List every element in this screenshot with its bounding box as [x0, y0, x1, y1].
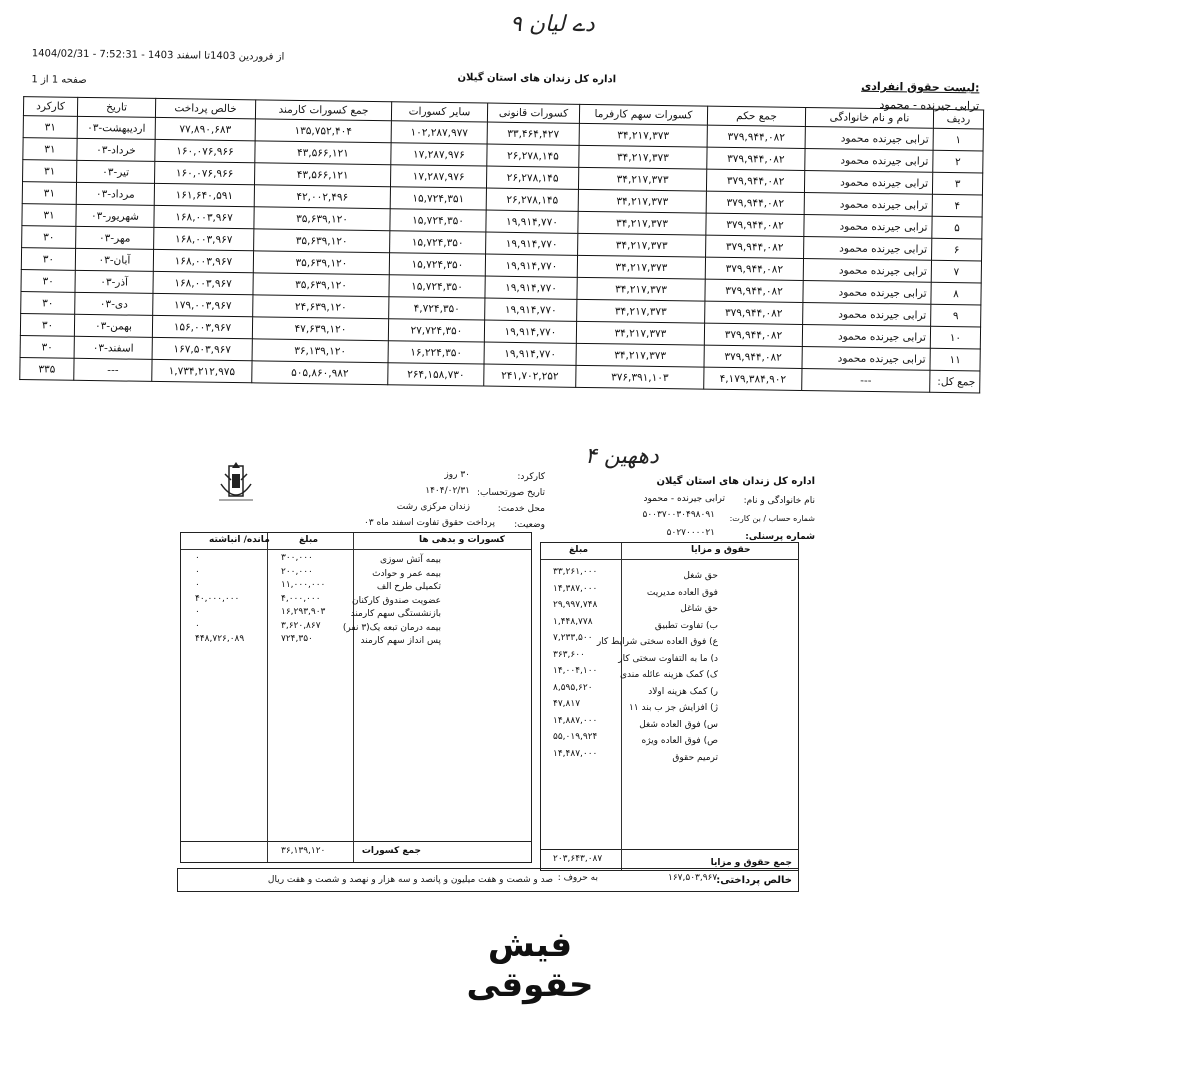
table-cell: ۳۴,۲۱۷,۳۷۳: [579, 145, 707, 169]
earning-label: ب) تفاوت تطبیق: [654, 620, 718, 631]
table-cell: ترابی جیرنده محمود: [803, 258, 931, 282]
office-name: اداره کل زندان های استان گیلان: [457, 72, 617, 86]
earning-label: س) فوق العاده شغل: [639, 719, 718, 730]
deduction-amount: ۷۲۴,۳۵۰: [281, 634, 313, 644]
table-cell: ۳۴,۲۱۷,۳۷۳: [576, 343, 704, 367]
table-cell: ۱: [933, 128, 983, 151]
total-deductions-label: جمع کسورات: [361, 846, 421, 856]
earning-label: ع) فوق العاده سختی شرایط کار: [596, 637, 718, 647]
col-header: جمع کسورات کارمند: [255, 100, 391, 121]
deduction-balance: ۰: [195, 566, 200, 577]
col-header: کسورات قانونی: [487, 103, 579, 123]
work-label: کارکرد:: [517, 472, 545, 482]
table-cell: ۳۷۹,۹۴۴,۰۸۲: [707, 125, 805, 148]
table-cell: ۳: [932, 172, 982, 195]
table-cell: ۱۶,۲۲۴,۳۵۰: [388, 341, 484, 364]
table-cell: ۳۴,۲۱۷,۳۷۳: [577, 255, 705, 279]
table-cell: مرداد-۰۳: [76, 182, 154, 205]
table-cell: ۱۶۰,۰۷۶,۹۶۶: [155, 139, 255, 162]
earning-amount: ۳۳,۲۶۱,۰۰۰: [553, 567, 598, 577]
earning-amount: ۱۴,۴۸۷,۰۰۰: [553, 748, 598, 759]
table-cell: تیر-۰۳: [77, 160, 155, 183]
deduction-balance: ۰: [195, 607, 200, 617]
slip-office-name: اداره کل زندان های استان گیلان: [656, 476, 815, 487]
table-cell: ترابی جیرنده محمود: [804, 214, 932, 238]
table-cell: ۱۵,۷۲۴,۳۵۰: [389, 253, 485, 276]
report-datetime: 1404/02/31 - 7:52:31 - از فروردین 1403تا اسفند 1403: [31, 48, 285, 63]
table-cell: ۳۰: [21, 248, 75, 271]
table-cell: ۲۴۱,۷۰۲,۲۵۲: [484, 364, 576, 387]
table-cell: ترابی جیرنده محمود: [805, 127, 933, 151]
table-cell: ترابی جیرنده محمود: [802, 324, 930, 348]
name-label: نام خانوادگی و نام:: [743, 496, 815, 506]
table-cell: ۳۶,۱۳۹,۱۲۰: [252, 339, 388, 363]
table-cell: ۲۶,۲۷۸,۱۴۵: [486, 188, 578, 211]
deduction-label: بیمه آتش سوزی: [379, 555, 441, 565]
deduction-amount: ۴,۰۰۰,۰۰۰: [281, 593, 321, 604]
earning-label: حق شغل: [683, 571, 718, 581]
table-cell: ۶: [932, 238, 982, 261]
table-cell: ۱۹,۹۱۴,۷۷۰: [485, 254, 577, 277]
table-cell: ۴۷,۶۳۹,۱۲۰: [252, 317, 388, 341]
deduction-label: عضویت صندوق کارکنان: [351, 595, 441, 606]
table-cell: ۵۰۵,۸۶۰,۹۸۲: [252, 361, 388, 385]
table-cell: ۱۶۸,۰۰۳,۹۶۷: [154, 205, 254, 228]
earning-amount: ۱,۴۴۸,۷۷۸: [553, 616, 593, 627]
table-cell: ۳۴,۲۱۷,۳۷۳: [578, 233, 706, 257]
earning-amount: ۷,۲۳۳,۵۰۰: [553, 633, 593, 643]
table-cell: ۱۷,۲۸۷,۹۷۶: [390, 165, 486, 188]
table-cell: ۱۶۷,۵۰۳,۹۶۷: [152, 337, 252, 360]
table-cell: ۳۷۹,۹۴۴,۰۸۲: [706, 213, 804, 236]
table-cell: ۴,۱۷۹,۳۸۴,۹۰۲: [704, 367, 802, 390]
table-cell: ۳۴,۲۱۷,۳۷۳: [578, 167, 706, 191]
table-cell: ۳۷۹,۹۴۴,۰۸۲: [704, 323, 802, 346]
earning-label: ک) کمک هزینه عائله مندی: [619, 670, 718, 680]
deduction-label: پس انداز سهم کارمند: [360, 636, 441, 646]
table-cell: ۴: [932, 194, 982, 217]
table-cell: ترابی جیرنده محمود: [803, 280, 931, 304]
deduction-balance: ۰: [195, 553, 200, 563]
earning-label: د) ما به التفاوت سختی کار: [618, 653, 718, 664]
table-cell: ۱۳۵,۷۵۲,۴۰۴: [255, 119, 391, 143]
total-deductions-value: ۳۶,۱۳۹,۱۲۰: [281, 846, 326, 856]
deduction-label: بازنشستگی سهم کارمند: [350, 609, 441, 619]
table-cell: ۴۲,۰۰۲,۴۹۶: [254, 185, 390, 209]
table-cell: ۳۱: [23, 138, 77, 161]
deduction-balance: ۴۰,۰۰۰,۰۰۰: [195, 593, 240, 604]
work-value: ۳۰ روز: [444, 470, 470, 480]
table-cell: ترابی جیرنده محمود: [803, 302, 931, 326]
table-cell: ۱۵,۷۲۴,۳۵۰: [389, 275, 485, 298]
calc-date-value: ۱۴۰۴/۰۲/۳۱: [425, 486, 470, 496]
earning-label: ر) کمک هزینه اولاد: [648, 686, 718, 697]
table-cell: ۳۷۶,۳۹۱,۱۰۳: [576, 365, 704, 389]
table-cell: ۳۷۹,۹۴۴,۰۸۲: [706, 191, 804, 214]
earning-label: فوق العاده مدیریت: [646, 587, 718, 598]
table-cell: ۳۱: [23, 160, 77, 183]
earnings-box: [540, 542, 799, 850]
earning-label: ترمیم حقوق: [672, 752, 718, 763]
table-cell: ۱۰۲,۲۸۷,۹۷۷: [391, 121, 487, 144]
emblem-logo: [215, 460, 257, 506]
earning-label: حق شاغل: [680, 604, 718, 614]
table-cell: ۵: [932, 216, 982, 239]
table-cell: ۳۴,۲۱۷,۳۷۳: [577, 299, 705, 323]
table-cell: شهریور-۰۳: [76, 204, 154, 227]
handwritten-note-top: دے لیان ۹: [510, 12, 595, 37]
col-header: تاریخ: [77, 97, 155, 117]
table-cell: ۳۵,۶۳۹,۱۲۰: [253, 251, 389, 275]
table-cell: مهر-۰۳: [76, 226, 154, 249]
col-header: نام و نام خانوادگی: [805, 108, 933, 129]
balance-header: مانده/ انباشته: [209, 535, 270, 545]
table-cell: ۱۶۸,۰۰۳,۹۶۷: [153, 249, 253, 272]
personnel-label: شماره پرسنلی:: [745, 532, 815, 542]
table-cell: ترابی جیرنده محمود: [802, 346, 930, 370]
status-value: پرداخت حقوق تفاوت اسفند ماه ۰۳: [363, 518, 495, 528]
earning-label: ص) فوق العاده ویژه: [641, 736, 718, 746]
deduction-balance: ۰: [195, 620, 200, 631]
net-pay-box: [177, 868, 799, 892]
deduction-amount-header: مبلغ: [299, 535, 319, 545]
earnings-header: حقوق و مزایا: [691, 545, 751, 555]
table-cell: دی-۰۳: [75, 292, 153, 315]
table-cell: ۱۶۰,۰۷۶,۹۶۶: [155, 161, 255, 184]
words-label: به حروف :: [557, 873, 598, 883]
table-cell: ---: [74, 358, 152, 381]
table-cell: ۳۷۹,۹۴۴,۰۸۲: [705, 257, 803, 280]
deduction-amount: ۱۶,۲۹۳,۹۰۳: [281, 607, 326, 617]
calc-date-label: تاریخ صورتحساب:: [477, 488, 545, 498]
table-cell: ۲۶۴,۱۵۸,۷۳۰: [388, 363, 484, 386]
net-pay-value: ۱۶۷,۵۰۳,۹۶۷: [668, 873, 718, 883]
table-cell: ۳۰: [20, 336, 74, 359]
table-cell: ۳۷۹,۹۴۴,۰۸۲: [706, 235, 804, 258]
table-cell: ۳۴,۲۱۷,۳۷۳: [578, 189, 706, 213]
table-cell: ۳۱: [23, 116, 77, 139]
table-cell: ۱۶۸,۰۰۳,۹۶۷: [153, 271, 253, 294]
col-header: ردیف: [933, 109, 983, 129]
col-header: سایر کسورات: [391, 102, 487, 122]
earning-amount: ۳۶۳,۶۰۰: [553, 649, 585, 660]
deduction-label: تکمیلی طرح الف: [376, 582, 441, 592]
earning-amount: ۱۴,۳۸۷,۰۰۰: [553, 583, 598, 594]
deduction-amount: ۲۰۰,۰۰۰: [281, 566, 313, 577]
table-cell: ۳۰: [21, 270, 75, 293]
table-cell: ۲۶,۲۷۸,۱۴۵: [487, 144, 579, 167]
table-cell: ۴۳,۵۶۶,۱۲۱: [255, 163, 391, 187]
table-cell: ۳۵,۶۳۹,۱۲۰: [254, 229, 390, 253]
deduction-amount: ۳۰۰,۰۰۰: [281, 553, 313, 563]
earning-amount: ۴۷,۸۱۷: [553, 699, 581, 709]
earning-amount: ۱۴,۸۸۷,۰۰۰: [553, 715, 598, 726]
table-cell: ۷: [931, 260, 981, 283]
table-cell: ۴۳,۵۶۶,۱۲۱: [255, 141, 391, 165]
account-value: ۵۰۰۳۷۰۰۳۰۴۹۸۰۹۱: [642, 510, 715, 520]
table-cell: ۳۰: [22, 226, 76, 249]
table-cell: جمع کل:: [930, 370, 980, 393]
table-cell: ۱۹,۹۱۴,۷۷۰: [484, 342, 576, 365]
table-cell: ۹: [931, 304, 981, 327]
page-number: صفحه 1 از 1: [31, 74, 87, 86]
table-cell: ۲۷,۷۲۴,۳۵۰: [388, 319, 484, 342]
table-cell: ترابی جیرنده محمود: [804, 236, 932, 260]
table-cell: ۸: [931, 282, 981, 305]
table-cell: آذر-۰۳: [75, 270, 153, 293]
table-cell: ۳۳,۴۶۴,۴۲۷: [487, 122, 579, 145]
table-cell: ۳۵,۶۳۹,۱۲۰: [253, 273, 389, 297]
table-cell: آبان-۰۳: [75, 248, 153, 271]
handwritten-note-middle: دھھین ۴: [585, 444, 659, 469]
table-cell: ۷۷,۸۹۰,۶۸۳: [155, 117, 255, 140]
payroll-table: [19, 96, 984, 393]
table-cell: ۱۶۱,۶۴۰,۵۹۱: [154, 183, 254, 206]
earning-label: ژ) افزایش جز ب بند ۱۱: [628, 703, 718, 713]
deduction-amount: ۳,۶۲۰,۸۶۷: [281, 620, 321, 631]
deduction-label: بیمه عمر و حوادث: [372, 568, 441, 579]
table-cell: ۳۵,۶۳۹,۱۲۰: [254, 207, 390, 231]
table-cell: ۳۳۵: [20, 358, 74, 381]
place-value: زندان مرکزی رشت: [396, 502, 470, 512]
total-earnings-value: ۲۰۳,۶۴۳,۰۸۷: [553, 854, 603, 864]
account-label: شماره حساب / بن کارت:: [729, 514, 815, 523]
table-cell: ۱۹,۹۱۴,۷۷۰: [484, 320, 576, 343]
table-cell: ۱۹,۹۱۴,۷۷۰: [485, 298, 577, 321]
table-cell: ۳۱: [22, 182, 76, 205]
col-header: کارکرد: [23, 97, 77, 117]
earning-amount: ۲۹,۹۹۷,۷۴۸: [553, 600, 598, 610]
name-value: ترابی جیرنده - محمود: [643, 494, 725, 504]
table-cell: ۴,۷۲۴,۳۵۰: [389, 297, 485, 320]
table-cell: ۱۹,۹۱۴,۷۷۰: [486, 210, 578, 233]
earning-amount: ۸,۵۹۵,۶۲۰: [553, 682, 593, 693]
table-cell: ۱۵,۷۲۴,۳۵۱: [390, 187, 486, 210]
table-cell: ۱۶۸,۰۰۳,۹۶۷: [154, 227, 254, 250]
earning-amount: ۵۵,۰۱۹,۹۲۴: [553, 732, 598, 742]
table-cell: ۱۵۶,۰۰۳,۹۶۷: [152, 315, 252, 338]
employee-name: ترابی جیرنده - محمود: [879, 98, 980, 113]
table-cell: ۲: [933, 150, 983, 173]
net-pay-label: خالص پرداختی:: [716, 875, 792, 886]
table-cell: اردیبهشت-۰۳: [77, 116, 155, 139]
table-cell: ۳۴,۲۱۷,۳۷۳: [577, 277, 705, 301]
status-label: وضعیت:: [514, 520, 545, 530]
place-label: محل خدمت:: [497, 504, 545, 514]
table-cell: ۳۱: [22, 204, 76, 227]
deduction-amount: ۱۱,۰۰۰,۰۰۰: [281, 580, 326, 590]
table-cell: ۳۰: [21, 292, 75, 315]
table-cell: ۱۵,۷۲۴,۳۵۰: [390, 209, 486, 232]
table-cell: ۳۷۹,۹۴۴,۰۸۲: [706, 169, 804, 192]
table-cell: ۳۷۹,۹۴۴,۰۸۲: [704, 345, 802, 368]
table-cell: ۱۷,۲۸۷,۹۷۶: [391, 143, 487, 166]
list-title: لیست حقوق انفرادی:: [861, 79, 980, 95]
table-cell: ۳۷۹,۹۴۴,۰۸۲: [707, 147, 805, 170]
deduction-label: بیمه درمان تبعه یک(۳ نفر): [342, 622, 441, 633]
table-cell: ۲۶,۲۷۸,۱۴۵: [486, 166, 578, 189]
table-cell: خرداد-۰۳: [77, 138, 155, 161]
amount-header: مبلغ: [569, 545, 589, 555]
payslip: [175, 440, 815, 900]
total-earnings-label: جمع حقوق و مزایا: [710, 858, 792, 868]
table-cell: ۱۷۹,۰۰۳,۹۶۷: [153, 293, 253, 316]
table-cell: ترابی جیرنده محمود: [804, 170, 932, 194]
table-cell: ترابی جیرنده محمود: [804, 192, 932, 216]
deduction-balance: ۴۴۸,۷۲۶,۰۸۹: [195, 634, 245, 644]
table-cell: ۳۴,۲۱۷,۳۷۳: [579, 123, 707, 147]
table-cell: ۳۷۹,۹۴۴,۰۸۲: [705, 301, 803, 324]
table-cell: ---: [802, 368, 930, 392]
table-cell: ۳۷۹,۹۴۴,۰۸۲: [705, 279, 803, 302]
deductions-box: [180, 532, 532, 842]
table-cell: اسفند-۰۳: [74, 336, 152, 359]
payroll-list-sheet: [13, 40, 988, 439]
col-header: جمع حکم: [707, 106, 805, 126]
table-cell: ۱۹,۹۱۴,۷۷۰: [485, 276, 577, 299]
deduction-balance: ۰: [195, 580, 200, 590]
table-cell: ۱۰: [930, 326, 980, 349]
deductions-header: کسورات و بدهی ها: [419, 535, 505, 545]
table-cell: ۱۵,۷۲۴,۳۵۰: [390, 231, 486, 254]
table-cell: ۱۹,۹۱۴,۷۷۰: [486, 232, 578, 255]
table-cell: ۳۴,۲۱۷,۳۷۳: [578, 211, 706, 235]
table-cell: ۳۰: [20, 314, 74, 337]
caption-title: فیش حقوقی: [466, 925, 594, 1005]
col-header: خالص پرداخت: [155, 98, 255, 118]
table-cell: ۳۴,۲۱۷,۳۷۳: [576, 321, 704, 345]
words-value: صد و شصت و هفت میلیون و پانصد و سه هزار و نهصد و شصت و هفت ریال: [267, 875, 553, 885]
earning-amount: ۱۴,۰۰۴,۱۰۰: [553, 666, 598, 676]
table-cell: ترابی جیرنده محمود: [805, 148, 933, 172]
table-cell: ۲۴,۶۳۹,۱۲۰: [253, 295, 389, 319]
table-cell: ۱,۷۳۴,۲۱۲,۹۷۵: [152, 359, 252, 382]
personnel-value: ۵۰۲۷۰۰۰۰۲۱: [666, 528, 715, 538]
col-header: کسورات سهم کارفرما: [579, 104, 707, 125]
table-cell: بهمن-۰۳: [74, 314, 152, 337]
deductions-total-box: [180, 840, 532, 863]
table-cell: ۱۱: [930, 348, 980, 371]
